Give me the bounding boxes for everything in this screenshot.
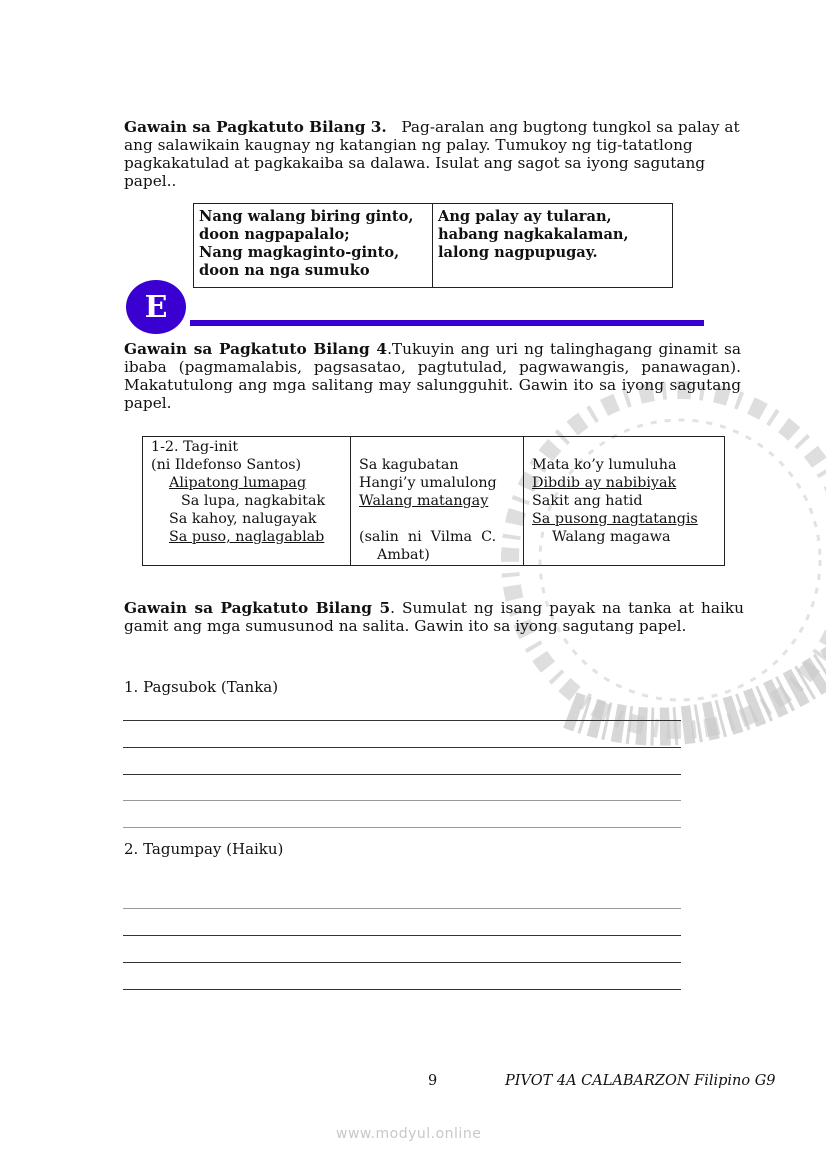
activity-4-paragraph (124, 340, 741, 412)
riddle-proverb-box (193, 203, 673, 288)
poem-line: Sa lupa, nagkabitak (181, 493, 326, 509)
activity-3-title: Gawain sa Pagkatuto Bilang 3. (124, 118, 387, 136)
poem-blank-line (359, 438, 515, 456)
poems-table (142, 436, 725, 566)
poem-column-2 (351, 437, 524, 565)
poem-line: Sa kahoy, nalugayak (169, 511, 317, 527)
answer-line[interactable] (123, 989, 681, 990)
answer-line[interactable] (123, 747, 681, 748)
answer-line[interactable] (123, 908, 681, 909)
poem-blank-line (532, 438, 716, 456)
proverb-cell (433, 204, 672, 287)
poem-line: (ni Ildefonso Santos) (151, 457, 302, 473)
poem-line: Walang magawa (552, 529, 671, 545)
poem-line-underlined: Dibdib ay nabibiyak (532, 475, 677, 491)
poem-line-underlined: Sa pusong nagtatangis (532, 511, 698, 527)
answer-line[interactable] (123, 827, 681, 828)
poem-line: 1-2. Tag-init (151, 439, 239, 455)
riddle-cell (194, 204, 433, 287)
activity-3-instruction: Pag-aralan ang bugtong tungkol sa palay at ang salawikain kaugnay ng katangian ng palay. Tumukoy ng tig-tatatlong pagkakatulad at pagkakaiba sa dalawa. Isulat ang sagot sa iyong sagutang papel.. (124, 118, 740, 190)
poem-line: Mata ko’y lumuluha (532, 457, 677, 473)
section-divider-bar (190, 320, 704, 326)
page-number: 9 (428, 1073, 438, 1089)
activity-4-title: Gawain sa Pagkatuto Bilang 4 (124, 340, 388, 358)
poem-line: Hangi’y umalulong (359, 475, 497, 491)
site-watermark: www.modyul.online (336, 1126, 482, 1142)
activity-3-paragraph (124, 118, 744, 190)
proverb-line: habang nagkakalaman, (438, 226, 629, 243)
item-1-label: 1. Pagsubok (Tanka) (124, 678, 279, 696)
poem-blank-line (359, 510, 515, 528)
answer-line[interactable] (123, 774, 681, 775)
poem-line-underlined: Sa puso, naglagablab (169, 529, 325, 545)
riddle-line: Nang walang biring ginto, (199, 208, 414, 225)
riddle-line: doon na nga sumuko (199, 262, 370, 279)
poem-credit: Ambat) (377, 547, 430, 563)
answer-line[interactable] (123, 720, 681, 721)
poem-line: Sa kagubatan (359, 457, 459, 473)
answer-line[interactable] (123, 962, 681, 963)
answer-line[interactable] (123, 800, 681, 801)
activity-5-instruction: . Sumulat ng isang payak na tanka at haiku gamit ang mga sumusunod na salita. Gawin ito sa iyong sagutang papel. (124, 599, 744, 635)
poem-credit: (salin ni Vilma C. (359, 529, 497, 545)
activity-5-title: Gawain sa Pagkatuto Bilang 5 (124, 599, 391, 617)
poem-line-underlined: Alipatong lumapag (169, 475, 307, 491)
activity-5-paragraph (124, 599, 744, 635)
section-letter: E (144, 289, 168, 325)
footer-title: PIVOT 4A CALABARZON Filipino G9 (505, 1073, 776, 1089)
proverb-line: lalong nagpupugay. (438, 244, 598, 261)
poem-line-underlined: Walang matangay (359, 493, 489, 509)
riddle-line: Nang magkaginto-ginto, (199, 244, 400, 261)
section-e-badge (126, 280, 186, 334)
answer-line[interactable] (123, 935, 681, 936)
poem-column-3 (524, 437, 724, 565)
activity-4-instruction: .Tukuyin ang uri ng talinghagang ginamit sa ibaba (pagmamalabis, pagsasatao, pagtutulad, pagwawangis, panawagan). Makatutulong ang mga salitang may salungguhit. Gawin ito sa iyong sagutang papel. (124, 340, 741, 412)
item-2-label: 2. Tagumpay (Haiku) (124, 840, 284, 858)
proverb-line: Ang palay ay tularan, (438, 208, 612, 225)
poem-column-1 (143, 437, 351, 565)
poem-line: Sakit ang hatid (532, 493, 643, 509)
riddle-line: doon nagpapalalo; (199, 226, 350, 243)
